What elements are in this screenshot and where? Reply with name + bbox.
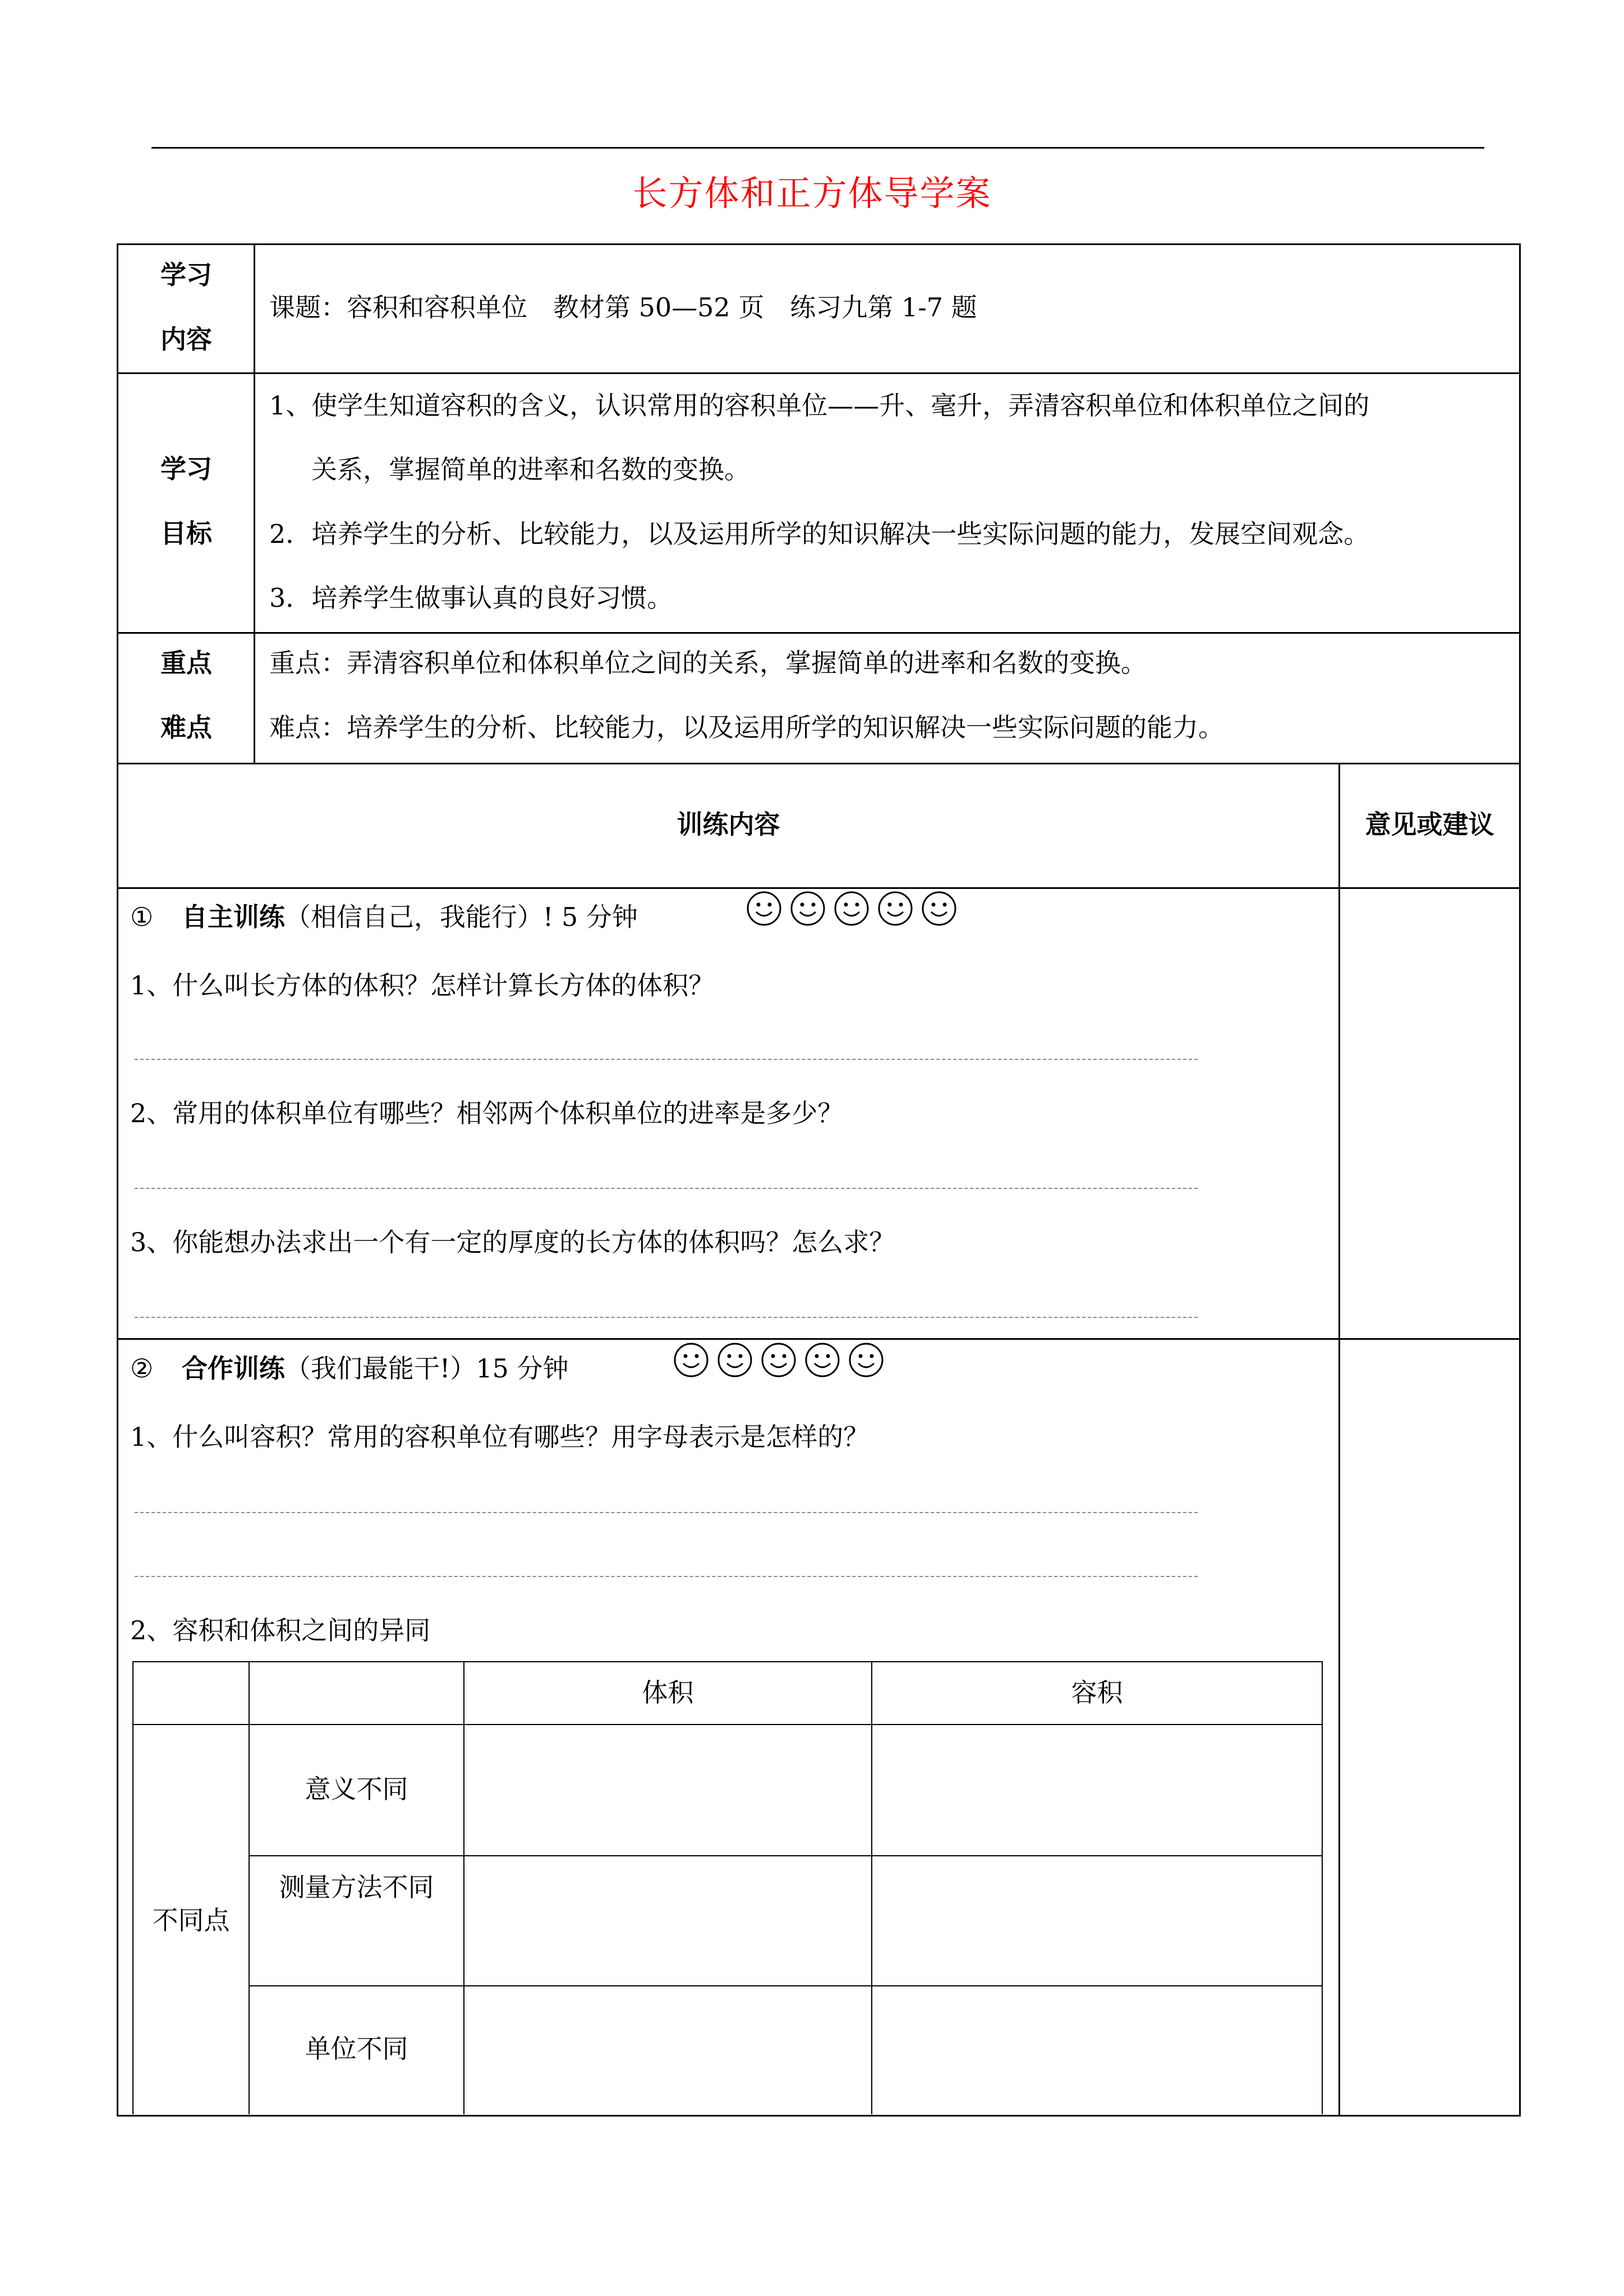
advice-column-divider bbox=[1338, 763, 1340, 2117]
compare-group-label: 不同点 bbox=[152, 1905, 230, 1935]
section1-number: ① bbox=[130, 902, 154, 932]
compare-border-top bbox=[132, 1661, 1323, 1662]
row3-label-line1: 重点 bbox=[160, 648, 212, 678]
compare-border-right bbox=[1322, 1661, 1323, 2114]
section2-heading bbox=[130, 1352, 569, 1385]
section2-smileys bbox=[673, 1342, 892, 1378]
smiley-icon bbox=[717, 1342, 753, 1378]
compare-col-divider-3 bbox=[871, 1661, 872, 2114]
compare-col-header-volume: 体积 bbox=[642, 1677, 694, 1708]
compare-col-divider-2 bbox=[463, 1661, 464, 2114]
row3-difficulty: 难点：培养学生的分析、比较能力，以及运用所学的知识解决一些实际问题的能力。 bbox=[269, 712, 1224, 743]
section2-name: 合作训练 bbox=[181, 1353, 285, 1384]
table-border-right bbox=[1519, 243, 1521, 2117]
table-border-left bbox=[117, 243, 118, 2117]
section1-question-3: 3、你能想办法求出一个有一定的厚度的长方体的体积吗？怎么求？ bbox=[130, 1227, 895, 1257]
table-border-top bbox=[117, 243, 1521, 245]
row-divider-5 bbox=[117, 1338, 1521, 1340]
smiley-icon bbox=[921, 891, 957, 926]
row2-goal-2: 2．培养学生的分析、比较能力，以及运用所学的知识解决一些实际问题的能力，发展空间观念。 bbox=[269, 519, 1370, 549]
answer-line[interactable] bbox=[135, 1188, 1198, 1189]
smiley-icon bbox=[761, 1342, 797, 1378]
smiley-icon bbox=[877, 891, 913, 926]
compare-row-divider-1 bbox=[249, 1855, 1323, 1856]
table-border-bottom bbox=[117, 2115, 1521, 2117]
section1-question-2: 2、常用的体积单位有哪些？相邻两个体积单位的进率是多少？ bbox=[130, 1098, 844, 1128]
row2-label-line2: 目标 bbox=[160, 518, 212, 548]
compare-row-units: 单位不同 bbox=[305, 2034, 408, 2064]
section2-question-2: 2、容积和体积之间的异同 bbox=[130, 1615, 431, 1645]
row1-content: 课题：容积和容积单位 教材第 50—52 页 练习九第 1-7 题 bbox=[269, 292, 977, 322]
row-divider-1 bbox=[117, 372, 1521, 374]
section2-note: （我们最能干!）15 分钟 bbox=[284, 1353, 569, 1384]
answer-line[interactable] bbox=[135, 1059, 1198, 1060]
section1-name: 自主训练 bbox=[181, 902, 285, 932]
row2-goal-3: 3．培养学生做事认真的良好习惯。 bbox=[269, 583, 673, 613]
smiley-icon bbox=[673, 1342, 709, 1378]
section2-question-1: 1、什么叫容积？常用的容积单位有哪些？用字母表示是怎样的？ bbox=[130, 1422, 869, 1452]
row-divider-2 bbox=[117, 632, 1521, 634]
section1-heading bbox=[130, 900, 638, 934]
compare-row-measurement: 测量方法不同 bbox=[279, 1872, 434, 1902]
row3-label-line2: 难点 bbox=[160, 712, 212, 743]
row3-key-point: 重点：弄清容积单位和体积单位之间的关系，掌握简单的进率和名数的变换。 bbox=[269, 648, 1147, 678]
answer-line[interactable] bbox=[135, 1576, 1198, 1577]
smiley-icon bbox=[746, 891, 782, 926]
section1-question-1: 1、什么叫长方体的体积？怎样计算长方体的体积？ bbox=[130, 970, 715, 1001]
row1-label-line2: 内容 bbox=[160, 324, 212, 354]
row2-goal-1-cont: 关系，掌握简单的进率和名数的变换。 bbox=[311, 454, 750, 485]
smiley-icon bbox=[804, 1342, 840, 1378]
row-divider-3 bbox=[117, 763, 1521, 764]
section2-number: ② bbox=[130, 1353, 154, 1384]
advice-header: 意见或建议 bbox=[1365, 809, 1494, 840]
smiley-icon bbox=[848, 1342, 884, 1378]
header-rule bbox=[151, 147, 1484, 149]
smiley-icon bbox=[790, 891, 826, 926]
label-column-divider bbox=[254, 243, 255, 763]
row1-label-line1: 学习 bbox=[160, 260, 212, 290]
smiley-icon bbox=[834, 891, 869, 926]
compare-border-left bbox=[132, 1661, 134, 2114]
compare-col-header-capacity: 容积 bbox=[1071, 1677, 1123, 1708]
row-divider-4 bbox=[117, 887, 1521, 889]
answer-line[interactable] bbox=[135, 1512, 1198, 1513]
section1-note: （相信自己，我能行）! 5 分钟 bbox=[284, 902, 638, 932]
row2-label-line1: 学习 bbox=[160, 454, 212, 484]
document-title: 长方体和正方体导学案 bbox=[632, 173, 992, 214]
training-content-header: 训练内容 bbox=[677, 809, 780, 840]
section1-smileys bbox=[746, 891, 965, 926]
compare-header-divider bbox=[132, 1724, 1323, 1725]
compare-row-divider-2 bbox=[249, 1985, 1323, 1986]
row2-goal-1: 1、使学生知道容积的含义，认识常用的容积单位——升、毫升，弄清容积单位和体积单位之间的 bbox=[269, 390, 1370, 421]
answer-line[interactable] bbox=[135, 1317, 1198, 1318]
compare-row-meaning: 意义不同 bbox=[305, 1774, 408, 1804]
